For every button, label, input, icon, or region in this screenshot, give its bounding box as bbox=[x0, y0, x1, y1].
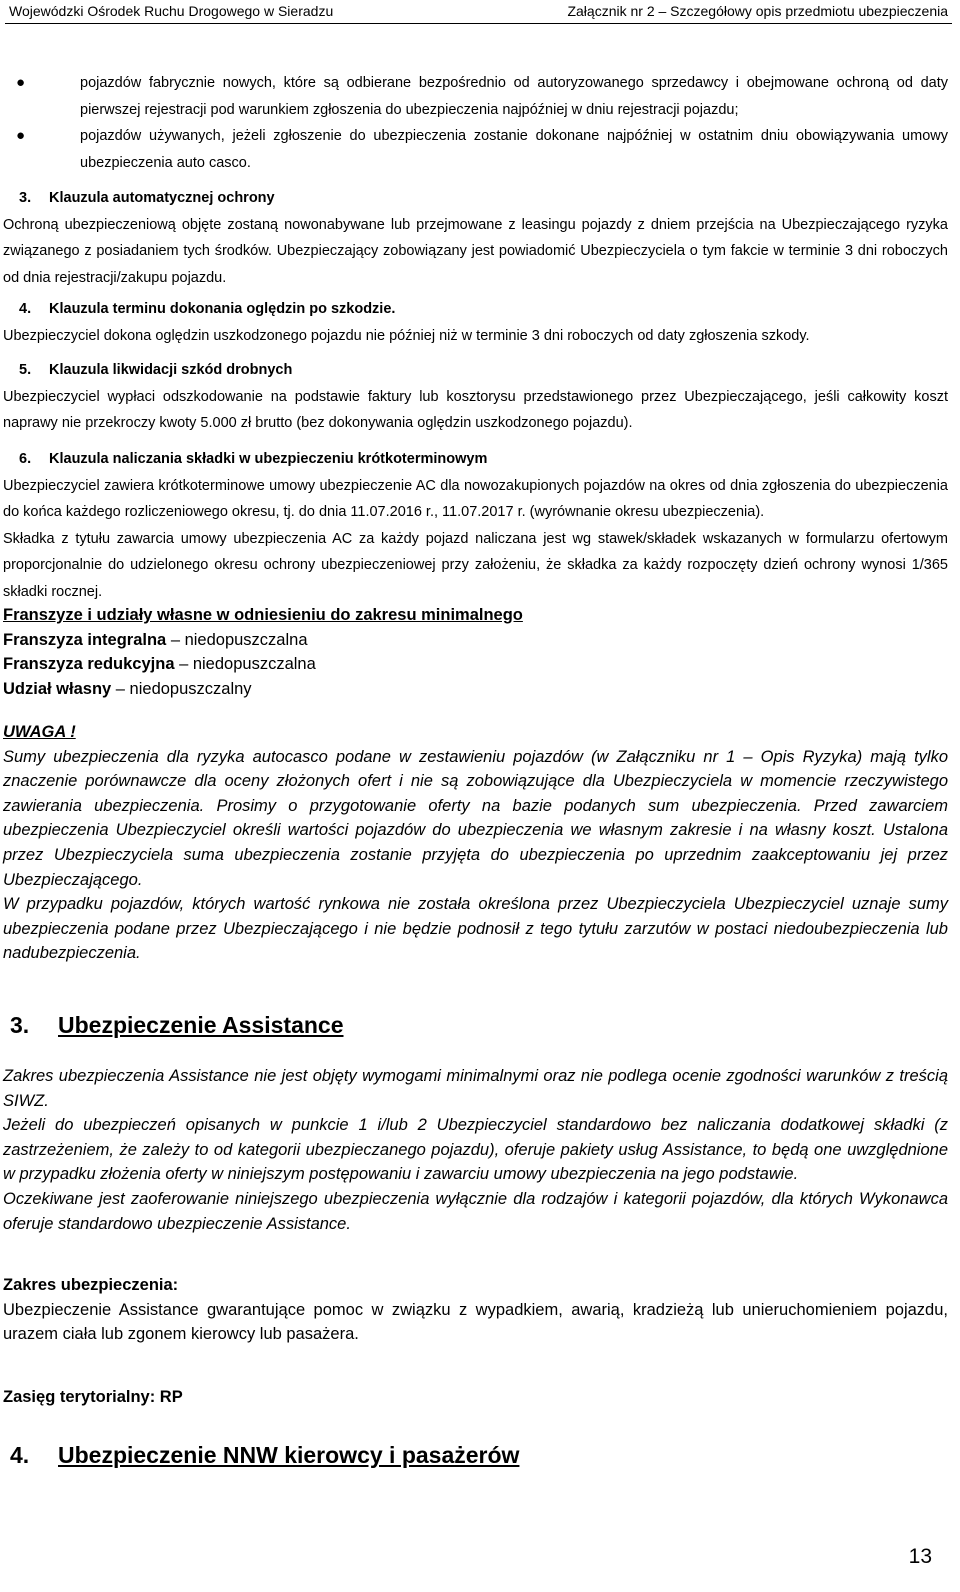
clause-3 bbox=[3, 185, 948, 291]
bullet-list bbox=[16, 70, 948, 176]
bullet-item bbox=[16, 70, 948, 123]
section-number: 3. bbox=[10, 1012, 30, 1038]
assistance-heading bbox=[3, 1012, 948, 1039]
franchise-value: – niedopuszczalna bbox=[174, 655, 316, 673]
clause-body: Ubezpieczyciel zawiera krótkoterminowe umowy ubezpieczenie AC dla nowozakupionych pojazdów na okres od dnia zgłoszenia do ubezpieczenia do końca każdego rozliczeniowego okresu, tj. do dnia 11.07.2016 r., 11.07.2017 r. (wyrównanie okresu ubezpieczenia). bbox=[3, 477, 948, 520]
bullet-text: pojazdów używanych, jeżeli zgłoszenie do ubezpieczenia zostanie dokonane najpóźniej w ostatnim dniu obowiązywania umowy ubezpieczenia auto casco. bbox=[80, 128, 948, 171]
clause-4 bbox=[3, 296, 948, 349]
bullet-text: pojazdów fabrycznie nowych, które są odbierane bezpośrednio od autoryzowanego sprzedawcy i obejmowane ochroną od daty pierwszej rejestracji pod warunkiem zgłoszenia do ubezpieczenia najpóźniej w dniu rejestracji pojazdu; bbox=[80, 75, 948, 118]
franchise-label: Franszyza integralna bbox=[3, 630, 167, 649]
clause-title: Klauzula automatycznej ochrony bbox=[49, 190, 275, 206]
franchise-section bbox=[3, 603, 948, 701]
assistance-paragraph: Zakres ubezpieczenia Assistance nie jest objęty wymogami minimalnymi oraz nie podlega ocenie zgodności warunków z treścią SIWZ. bbox=[3, 1067, 948, 1110]
franchise-heading: Franszyze i udziały własne w odniesieniu do zakresu minimalnego bbox=[3, 606, 523, 624]
section-title: Ubezpieczenie NNW kierowcy i pasażerów bbox=[58, 1442, 520, 1468]
section-title: Ubezpieczenie Assistance bbox=[58, 1012, 344, 1038]
clause-title: Klauzula naliczania składki w ubezpieczeniu krótkoterminowym bbox=[49, 451, 488, 467]
franchise-value: – niedopuszczalny bbox=[111, 679, 252, 698]
clause-title: Klauzula terminu dokonania oględzin po szkodzie. bbox=[49, 301, 396, 317]
clause-number: 6. bbox=[19, 451, 32, 467]
franchise-row bbox=[3, 652, 948, 677]
clause-number: 5. bbox=[19, 362, 32, 378]
clause-number: 4. bbox=[19, 301, 32, 317]
header-attachment-title: Załącznik nr 2 – Szczegółowy opis przedmiotu ubezpieczenia bbox=[567, 3, 948, 19]
franchise-label: Udział własny bbox=[3, 679, 112, 698]
assistance-paragraph: Oczekiwane jest zaoferowanie niniejszego ubezpieczenia wyłącznie dla rodzajów i kategorii pojazdów, dla których Wykonawca oferuje standardowo ubezpieczenie Assistance. bbox=[3, 1189, 948, 1233]
header-institution: Wojewódzki Ośrodek Ruchu Drogowego w Sieradzu bbox=[9, 3, 334, 19]
warning-title: UWAGA ! bbox=[3, 723, 76, 741]
warning-section bbox=[3, 720, 948, 966]
clause-body: Ubezpieczyciel wypłaci odszkodowanie na podstawie faktury lub kosztorysu przedstawionego przez Ubezpieczającego, jeśli całkowity koszt naprawy nie przekroczy kwoty 5.000 zł brutto (bez dokonywania oględzin uszkodzonego pojazdu). bbox=[3, 388, 948, 431]
territory-scope: Zasięg terytorialny: RP bbox=[3, 1388, 183, 1406]
clause-6 bbox=[3, 446, 948, 605]
franchise-row bbox=[3, 628, 948, 653]
section-number: 4. bbox=[10, 1442, 30, 1468]
clause-body: Składka z tytułu zawarcia umowy ubezpieczenia AC za każdy pojazd naliczana jest wg stawek/składek wskazanych w formularzu ofertowym proporcjonalnie do udzielonego okresu ochrony ubezpieczeniowej przy założeniu, że składka za każdy rozpoczęty dzień ochrony wynosi 1/365 składki rocznej. bbox=[3, 530, 948, 600]
page-number: 13 bbox=[908, 1545, 932, 1568]
franchise-value: – niedopuszczalna bbox=[166, 630, 308, 649]
assistance-scope bbox=[3, 1273, 948, 1347]
franchise-label: Franszyza redukcyjna bbox=[3, 655, 175, 673]
clause-number: 3. bbox=[19, 190, 32, 206]
scope-label: Zakres ubezpieczenia: bbox=[3, 1276, 179, 1294]
bullet-icon: ● bbox=[16, 74, 26, 91]
assistance-body bbox=[3, 1064, 948, 1236]
warning-paragraph: W przypadku pojazdów, których wartość rynkowa nie została określona przez Ubezpieczyciela Ubezpieczyciel uznaje sumy ubezpieczenia podane przez Ubezpieczającego i nie będzie podnosił z tego tytułu zarzutów w postaci niedoubezpieczenia lub nadubezpieczenia. bbox=[3, 895, 948, 963]
scope-text: Ubezpieczenie Assistance gwarantujące pomoc w związku z wypadkiem, awarią, kradzieżą lub unieruchomieniem pojazdu, urazem ciała lub zgonem kierowcy lub pasażera. bbox=[3, 1300, 948, 1343]
clause-body: Ubezpieczyciel dokona oględzin uszkodzonego pojazdu nie później niż w terminie 3 dni roboczych od daty zgłoszenia szkody. bbox=[3, 327, 810, 344]
bullet-item bbox=[16, 123, 948, 176]
clause-5 bbox=[3, 357, 948, 437]
franchise-row bbox=[3, 677, 948, 702]
header-divider bbox=[5, 23, 952, 24]
clause-title: Klauzula likwidacji szkód drobnych bbox=[49, 362, 293, 378]
warning-paragraph: Sumy ubezpieczenia dla ryzyka autocasco podane w zestawieniu pojazdów (w Załączniku nr 1 – Opis Ryzyka) mają tylko znaczenie porównawcze dla oceny złożonych ofert i nie są zobowiązujące dla Ubezpieczyciela w momencie rzeczywistego zawierania ubezpieczenia. Prosimy o przygotowanie oferty na bazie podanych sum ubezpieczenia. Przed zawarciem ubezpieczenia Ubezpieczyciel określi wartości pojazdów do ubezpieczenia we własnym zakresie i na własny koszt. Ustalona przez Ubezpieczyciela suma ubezpieczenia zostanie przyjęta do ubezpieczenia po uprzednim zaakceptowaniu jej przez Ubezpieczającego. bbox=[3, 747, 948, 889]
nnw-heading bbox=[3, 1442, 948, 1469]
clause-body: Ochroną ubezpieczeniową objęte zostaną nowonabywane lub przejmowane z leasingu pojazdy z dniem przejścia na Ubezpieczającego ryzyka związanego z posiadaniem tych środków. Ubezpieczający zobowiązany jest powiadomić Ubezpieczyciela o tym fakcie w terminie 3 dni roboczych od dnia rejestracji/zakupu pojazdu. bbox=[3, 216, 948, 286]
assistance-paragraph: Jeżeli do ubezpieczeń opisanych w punkcie 1 i/lub 2 Ubezpieczyciel standardowo bez naliczania dodatkowej składki (z zastrzeżeniem, że zależy to od kategorii ubezpieczanego pojazdu), oferuje pakiety usług Assistance, to będą one uwzględnione w przypadku złożenia oferty w niniejszym postępowaniu i zawarciu umowy ubezpieczenia na jego podstawie. bbox=[3, 1116, 948, 1184]
bullet-icon: ● bbox=[16, 127, 26, 144]
